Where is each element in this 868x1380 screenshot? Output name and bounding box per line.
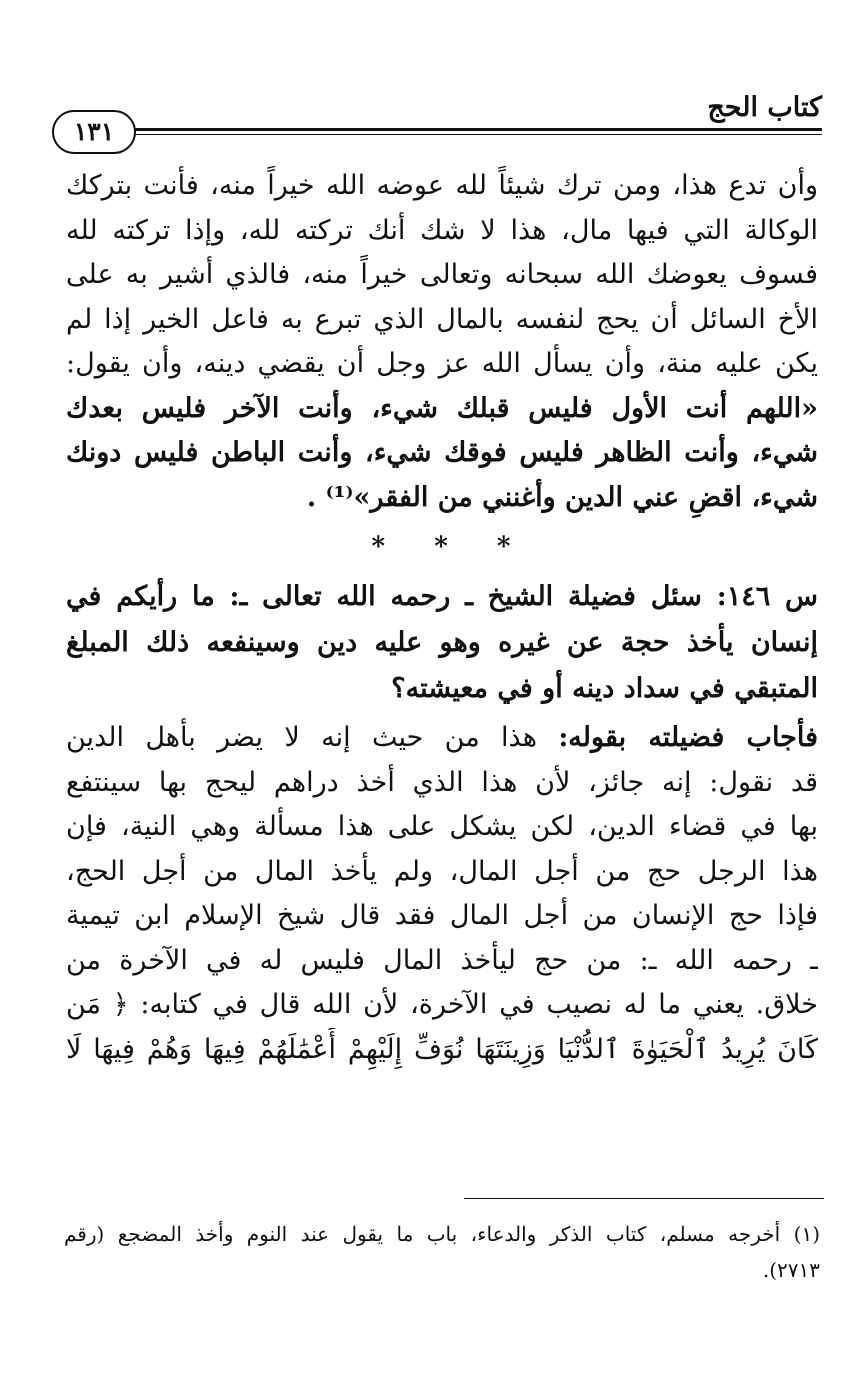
quran-verse-line: كَانَ يُرِيدُ ٱلْحَيَوٰةَ ٱلدُّنْيَا وَزِينَتَهَا نُوَفِّ إِلَيْهِمْ أَعْمَٰلَهُمْ فِيهَا وَهُمْ فِيهَا لَا [66,1033,818,1065]
text-line: وأن تدع هذا، ومن ترك شيئاً لله عوضه الله خيراً منه، فأنت بتركك [66,170,818,201]
text-line: الوكالة التي فيها مال، هذا لا شك أنك تركته لله، وإذا تركته لله [66,214,818,246]
main-text [66,164,818,1072]
quote-line: «اللهم أنت الأول فليس قبلك شيء، وأنت الآخر فليس بعدك [66,392,818,424]
header-rule-thin [112,134,822,135]
page-number: ١٣١ [52,110,136,154]
text-line: الأخ السائل أن يحج لنفسه بالمال الذي تبرع به فاعل الخير إذا لم [66,303,818,335]
answer-first-line [66,716,818,761]
text-line: بها في قضاء الدين، لكن يشكل على هذا مسألة وهي النية، فإن [66,811,818,842]
footnote-line: (١) أخرجه مسلم، كتاب الذكر والدعاء، باب ما يقول عند النوم وأخذ المضجع (رقم [64,1222,820,1246]
text-line: يكن عليه منة، وأن يسأل الله عز وجل أن يقضي دينه، وأن يقول: [66,348,818,379]
separator-star: * [434,532,450,562]
text-line: فإذا حج الإنسان من أجل المال فقد قال شيخ الإسلام ابن تيمية [66,900,818,931]
question-line: س ١٤٦: سئل فضيلة الشيخ ـ رحمه الله تعالى ـ: ما رأيكم في [66,581,818,612]
text-line: خلاق. يعني ما له نصيب في الآخرة، لأن الله قال في كتابه: ﴿ مَن [66,989,818,1020]
answer-block [66,716,818,1072]
footnote [64,1216,820,1288]
quote-line: شيء، اقضِ عني الدين وأغنني من الفقر»⁽¹⁾ . [306,481,818,513]
book-title: كتاب الحج [707,92,822,123]
text-line: فسوف يعوضك الله سبحانه وتعالى خيراً منه، فالذي أشير به على [66,259,818,290]
question-block [66,574,818,712]
text-line: قد نقول: إنه جائز، لأن هذا الذي أخذ دراهم ليحج بها سينتفع [66,766,818,798]
quote-line: شيء، وأنت الظاهر فليس فوقك شيء، وأنت الباطن فليس دونك [66,437,818,468]
paragraph-continuation [66,164,818,387]
question-line: المتبقي في سداد دينه أو في معيشته؟ [391,673,818,704]
header-rule [112,128,822,131]
text-line: هذا الرجل حج من أجل المال، ولم يأخذ المال من أجل الحج، [66,855,818,887]
footnote-line: ٢٧١٣). [762,1258,820,1282]
question-line: إنسان يأخذ حجة عن غيره وهو عليه دين وسينفعه ذلك المبلغ [66,627,818,658]
supplication-quote [66,387,818,521]
section-separator [66,520,818,574]
text-line: ـ رحمه الله ـ: من حج ليأخذ المال فليس له في الآخرة من [66,944,818,976]
separator-star: * [496,532,513,562]
answer-text: هذا من حيث إنه لا يضر بأهل الدين [66,722,537,753]
footnote-rule [464,1198,824,1199]
answer-lead: فأجاب فضيلته بقوله: [558,722,818,753]
separator-star: * [371,532,388,562]
running-header [52,92,822,152]
